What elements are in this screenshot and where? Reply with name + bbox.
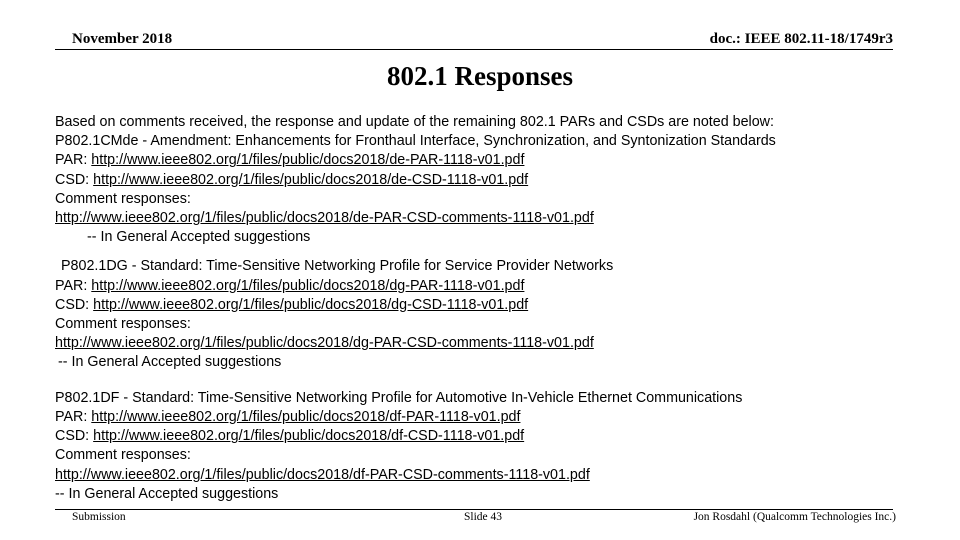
par-line-dg — [55, 277, 935, 296]
comments-label-cmde: Comment responses: — [55, 190, 191, 207]
note-cmde: -- In General Accepted suggestions — [87, 229, 311, 246]
section-heading-dg: P802.1DG - Standard: Time-Sensitive Networking Profile for Service Provider Networks — [61, 258, 614, 275]
header-doc-id: doc.: IEEE 802.11-18/1749r3 — [709, 31, 893, 47]
csd-label: CSD: — [55, 428, 94, 445]
note-df: -- In General Accepted suggestions — [55, 485, 279, 502]
par-label: PAR: — [55, 152, 92, 169]
comments-label-df: Comment responses: — [55, 447, 191, 464]
footer-submission: Submission — [72, 511, 126, 523]
header-date: November 2018 — [72, 31, 173, 47]
par-link-df[interactable]: http://www.ieee802.org/1/files/public/docs2018/df-PAR-1118-v01.pdf — [91, 409, 521, 426]
par-line-cmde — [55, 151, 935, 170]
header-rule — [55, 49, 893, 50]
par-label: PAR: — [55, 409, 92, 426]
section-heading-df: P802.1DF - Standard: Time-Sensitive Networking Profile for Automotive In-Vehicle Ethernet Communications — [55, 389, 743, 406]
par-label: PAR: — [55, 277, 92, 294]
par-line-df — [55, 408, 935, 427]
section-heading-cmde: P802.1CMde - Amendment: Enhancements for Fronthaul Interface, Synchronization, and Syntonization Standards — [55, 133, 776, 150]
footer-slide-number: Slide 43 — [464, 511, 503, 523]
csd-label: CSD: — [55, 171, 94, 188]
par-link-cmde[interactable]: http://www.ieee802.org/1/files/public/docs2018/de-PAR-1118-v01.pdf — [91, 152, 525, 169]
csd-line-df — [55, 427, 935, 446]
comments-label-dg: Comment responses: — [55, 315, 191, 332]
slide-body — [55, 113, 935, 504]
comments-link-df[interactable]: http://www.ieee802.org/1/files/public/docs2018/df-PAR-CSD-comments-1118-v01.pdf — [55, 466, 590, 483]
csd-line-dg — [55, 296, 935, 315]
par-link-dg[interactable]: http://www.ieee802.org/1/files/public/docs2018/dg-PAR-1118-v01.pdf — [91, 277, 525, 294]
csd-link-df[interactable]: http://www.ieee802.org/1/files/public/docs2018/df-CSD-1118-v01.pdf — [93, 428, 525, 445]
comments-link-dg[interactable]: http://www.ieee802.org/1/files/public/docs2018/dg-PAR-CSD-comments-1118-v01.pdf — [55, 335, 594, 352]
csd-line-cmde — [55, 171, 935, 190]
csd-label: CSD: — [55, 296, 94, 313]
intro-text: Based on comments received, the response and update of the remaining 802.1 PARs and CSDs are noted below: — [55, 114, 774, 130]
note-dg: -- In General Accepted suggestions — [58, 354, 282, 371]
csd-link-cmde[interactable]: http://www.ieee802.org/1/files/public/docs2018/de-CSD-1118-v01.pdf — [93, 171, 529, 188]
comments-link-cmde[interactable]: http://www.ieee802.org/1/files/public/docs2018/de-PAR-CSD-comments-1118-v01.pdf — [55, 209, 594, 226]
slide-title: 802.1 Responses — [386, 61, 574, 91]
csd-link-dg[interactable]: http://www.ieee802.org/1/files/public/docs2018/dg-CSD-1118-v01.pdf — [93, 296, 529, 313]
footer-author: Jon Rosdahl (Qualcomm Technologies Inc.) — [693, 511, 896, 523]
